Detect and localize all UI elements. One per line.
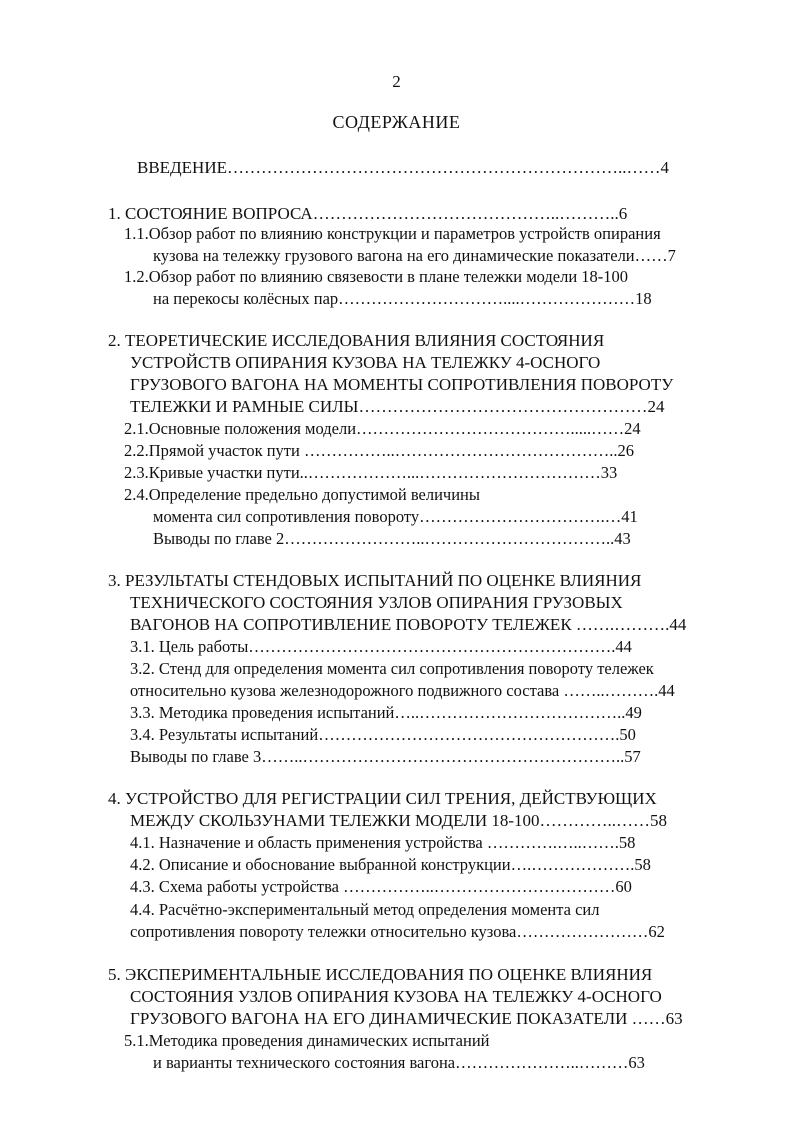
toc-section-1-title: 1. СОСТОЯНИЕ ВОПРОСА……………………………………..………..6	[108, 204, 628, 223]
toc-item-2-4-line1: 2.4.Определение предельно допустимой величины	[124, 485, 480, 504]
toc-section-2-title-line1: 2. ТЕОРЕТИЧЕСКИЕ ИССЛЕДОВАНИЯ ВЛИЯНИЯ СОСТОЯНИЯ	[108, 331, 605, 350]
page-number: 2	[392, 72, 401, 91]
toc-item-1-2-line2: на перекосы колёсных пар…………………………....…………………18	[153, 289, 652, 308]
toc-item-4-1: 4.1. Назначение и область применения устройства ………….…..…….58	[130, 833, 636, 852]
toc-item-2-1: 2.1.Основные положения модели………………………………….....……24	[124, 419, 641, 438]
toc-intro: ВВЕДЕНИЕ……………………………………………………………..……4	[137, 158, 669, 177]
toc-section-3-title-line2: ТЕХНИЧЕСКОГО СОСТОЯНИЯ УЗЛОВ ОПИРАНИЯ ГРУЗОВЫХ	[130, 593, 623, 612]
toc-item-1-1-line1: 1.1.Обзор работ по влиянию конструкции и параметров устройств опирания	[124, 224, 661, 243]
toc-item-3-1: 3.1. Цель работы………………………………………………………….44	[130, 637, 632, 656]
toc-item-1-2-line1: 1.2.Обзор работ по влиянию связевости в плане тележки модели 18-100	[124, 267, 629, 286]
toc-item-1-1-line2: кузова на тележку грузового вагона на его динамические показатели……7	[153, 246, 676, 265]
toc-item-4-3: 4.3. Схема работы устройства ……………..……………………………60	[130, 877, 632, 896]
toc-section-4-title-line2: МЕЖДУ СКОЛЬЗУНАМИ ТЕЛЕЖКИ МОДЕЛИ 18-100…………..……58	[130, 811, 668, 830]
toc-item-4-4-line1: 4.4. Расчётно-экспериментальный метод определения момента сил	[130, 900, 600, 919]
toc-conclusions-2: Выводы по главе 2……………………..……………………………..43	[153, 529, 631, 548]
toc-section-5-title-line2: СОСТОЯНИЯ УЗЛОВ ОПИРАНИЯ КУЗОВА НА ТЕЛЕЖКУ 4-ОСНОГО	[130, 987, 662, 1006]
toc-item-2-4-line2: момента сил сопротивления повороту…………………………….…41	[153, 507, 638, 526]
toc-item-3-2-line1: 3.2. Стенд для определения момента сил сопротивления повороту тележек	[130, 659, 654, 678]
toc-item-2-3: 2.3.Кривые участки пути..………………...……………………………33	[124, 463, 618, 482]
toc-section-5-title-line3: ГРУЗОВОГО ВАГОНА НА ЕГО ДИНАМИЧЕСКИЕ ПОКАЗАТЕЛИ ……63	[130, 1009, 683, 1028]
toc-section-3-title-line3: ВАГОНОВ НА СОПРОТИВЛЕНИЕ ПОВОРОТУ ТЕЛЕЖЕК …….……….44	[130, 615, 687, 634]
toc-conclusions-3: Выводы по главе 3……..…………………………………………………..57	[130, 747, 641, 766]
toc-section-3-title-line1: 3. РЕЗУЛЬТАТЫ СТЕНДОВЫХ ИСПЫТАНИЙ ПО ОЦЕНКЕ ВЛИЯНИЯ	[108, 571, 642, 590]
toc-item-3-2-line2: относительно кузова железнодорожного подвижного состава ……..……….44	[130, 681, 675, 700]
toc-section-2-title-line2: УСТРОЙСТВ ОПИРАНИЯ КУЗОВА НА ТЕЛЕЖКУ 4-ОСНОГО	[130, 353, 601, 372]
toc-item-4-2: 4.2. Описание и обоснование выбранной конструкции….……………….58	[130, 855, 651, 874]
toc-item-4-4-line2: сопротивления повороту тележки относительно кузова……………………62	[130, 922, 665, 941]
toc-item-3-4: 3.4. Результаты испытаний……………………………………………….50	[130, 725, 636, 744]
page-title: СОДЕРЖАНИЕ	[332, 112, 461, 132]
toc-section-4-title-line1: 4. УСТРОЙСТВО ДЛЯ РЕГИСТРАЦИИ СИЛ ТРЕНИЯ, ДЕЙСТВУЮЩИХ	[108, 789, 657, 808]
toc-item-2-2: 2.2.Прямой участок пути ……………..…………………………………..26	[124, 441, 634, 460]
toc-section-2-title-line4: ТЕЛЕЖКИ И РАМНЫЕ СИЛЫ……………………………………………24	[130, 397, 665, 416]
toc-section-2-title-line3: ГРУЗОВОГО ВАГОНА НА МОМЕНТЫ СОПРОТИВЛЕНИЯ ПОВОРОТУ	[130, 375, 674, 394]
toc-item-5-1-line2: и варианты технического состояния вагона…………………..………63	[153, 1053, 645, 1072]
toc-section-5-title-line1: 5. ЭКСПЕРИМЕНТАЛЬНЫЕ ИССЛЕДОВАНИЯ ПО ОЦЕНКЕ ВЛИЯНИЯ	[108, 965, 653, 984]
toc-item-5-1-line1: 5.1.Методика проведения динамических испытаний	[124, 1031, 490, 1050]
toc-item-3-3: 3.3. Методика проведения испытаний…..………………………………..49	[130, 703, 642, 722]
